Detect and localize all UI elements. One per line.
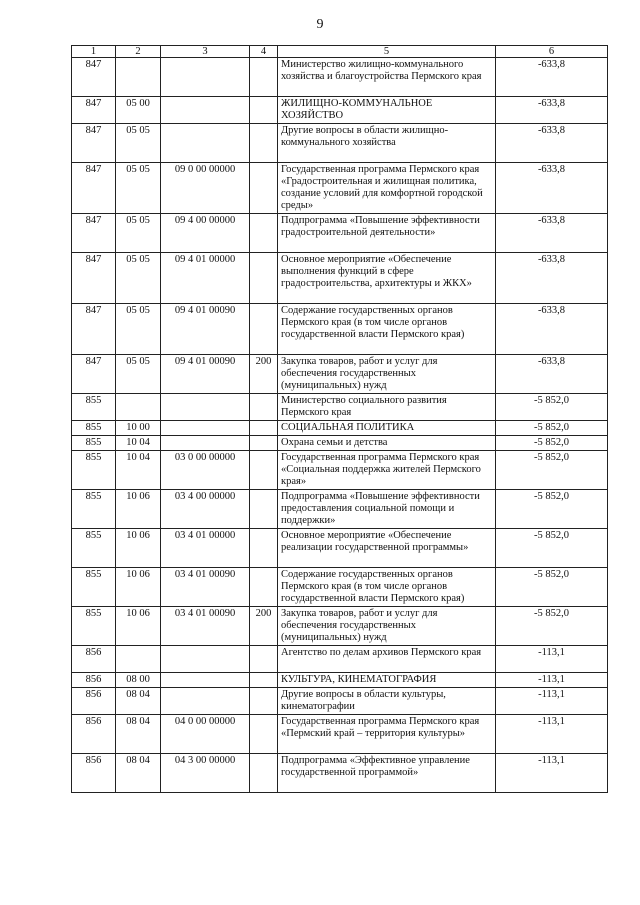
cell-expense — [250, 568, 278, 607]
column-header: 1 — [72, 46, 116, 58]
cell-target: 03 4 01 00000 — [161, 529, 250, 568]
cell-target — [161, 421, 250, 436]
cell-name: Министерство жилищно-коммунального хозяйства и благоустройства Пермского края — [278, 58, 496, 97]
cell-expense — [250, 436, 278, 451]
cell-target: 03 4 01 00090 — [161, 568, 250, 607]
cell-amount: -633,8 — [496, 97, 608, 124]
table-body — [72, 58, 608, 793]
cell-amount: -5 852,0 — [496, 436, 608, 451]
table-row — [72, 394, 608, 421]
cell-admin: 847 — [72, 214, 116, 253]
cell-expense — [250, 688, 278, 715]
cell-amount: -5 852,0 — [496, 394, 608, 421]
cell-expense — [250, 529, 278, 568]
budget-table — [71, 45, 608, 793]
cell-section — [116, 646, 161, 673]
cell-admin: 855 — [72, 607, 116, 646]
page-number: 9 — [316, 17, 324, 32]
column-header: 4 — [250, 46, 278, 58]
column-header: 3 — [161, 46, 250, 58]
cell-expense — [250, 646, 278, 673]
cell-target: 09 0 00 00000 — [161, 163, 250, 214]
cell-target: 09 4 01 00090 — [161, 304, 250, 355]
cell-amount: -633,8 — [496, 355, 608, 394]
cell-target — [161, 58, 250, 97]
cell-target — [161, 436, 250, 451]
cell-target: 09 4 00 00000 — [161, 214, 250, 253]
cell-target: 09 4 01 00000 — [161, 253, 250, 304]
table-row — [72, 355, 608, 394]
cell-section: 08 04 — [116, 754, 161, 793]
cell-amount: -633,8 — [496, 124, 608, 163]
table-row — [72, 58, 608, 97]
cell-expense — [250, 97, 278, 124]
table-row — [72, 436, 608, 451]
cell-name: Государственная программа Пермского края «Социальная поддержка жителей Пермского края» — [278, 451, 496, 490]
cell-admin: 855 — [72, 394, 116, 421]
cell-section: 08 00 — [116, 673, 161, 688]
table-row — [72, 97, 608, 124]
cell-admin: 856 — [72, 673, 116, 688]
header-row — [72, 46, 608, 58]
cell-amount: -633,8 — [496, 214, 608, 253]
cell-admin: 856 — [72, 715, 116, 754]
cell-amount: -5 852,0 — [496, 490, 608, 529]
cell-target — [161, 124, 250, 163]
cell-target: 03 4 00 00000 — [161, 490, 250, 529]
cell-expense — [250, 490, 278, 529]
cell-target: 04 0 00 00000 — [161, 715, 250, 754]
cell-amount: -113,1 — [496, 646, 608, 673]
cell-target — [161, 394, 250, 421]
cell-section: 05 05 — [116, 214, 161, 253]
cell-name: Подпрограмма «Повышение эффективности градостроительной деятельности» — [278, 214, 496, 253]
cell-admin: 847 — [72, 163, 116, 214]
cell-name: Содержание государственных органов Пермского края (в том числе органов государственной власти Пермского края) — [278, 304, 496, 355]
cell-amount: -113,1 — [496, 754, 608, 793]
cell-section: 08 04 — [116, 715, 161, 754]
table-row — [72, 163, 608, 214]
table-row — [72, 754, 608, 793]
cell-expense — [250, 673, 278, 688]
cell-section: 10 06 — [116, 607, 161, 646]
cell-admin: 856 — [72, 688, 116, 715]
table-row — [72, 124, 608, 163]
cell-admin: 856 — [72, 754, 116, 793]
table-row — [72, 607, 608, 646]
cell-name: Подпрограмма «Повышение эффективности предоставления социальной помощи и поддержки» — [278, 490, 496, 529]
cell-admin: 855 — [72, 529, 116, 568]
cell-expense — [250, 304, 278, 355]
cell-name: Другие вопросы в области культуры, кинематографии — [278, 688, 496, 715]
cell-expense: 200 — [250, 607, 278, 646]
cell-expense — [250, 163, 278, 214]
cell-admin: 847 — [72, 97, 116, 124]
cell-target — [161, 673, 250, 688]
cell-expense — [250, 451, 278, 490]
cell-section: 10 04 — [116, 451, 161, 490]
cell-section: 10 06 — [116, 490, 161, 529]
cell-admin: 847 — [72, 58, 116, 97]
cell-target — [161, 688, 250, 715]
cell-amount: -113,1 — [496, 688, 608, 715]
cell-name: Министерство социального развития Пермского края — [278, 394, 496, 421]
table-row — [72, 253, 608, 304]
table-row — [72, 568, 608, 607]
cell-name: ЖИЛИЩНО-КОММУНАЛЬНОЕ ХОЗЯЙСТВО — [278, 97, 496, 124]
cell-expense: 200 — [250, 355, 278, 394]
cell-amount: -113,1 — [496, 673, 608, 688]
cell-admin: 856 — [72, 646, 116, 673]
cell-section — [116, 394, 161, 421]
cell-amount: -5 852,0 — [496, 568, 608, 607]
cell-name: Охрана семьи и детства — [278, 436, 496, 451]
cell-amount: -5 852,0 — [496, 421, 608, 436]
cell-amount: -633,8 — [496, 58, 608, 97]
table-row — [72, 304, 608, 355]
cell-name: Агентство по делам архивов Пермского края — [278, 646, 496, 673]
cell-name: Основное мероприятие «Обеспечение реализации государственной программы» — [278, 529, 496, 568]
cell-section: 05 00 — [116, 97, 161, 124]
cell-section — [116, 58, 161, 97]
cell-expense — [250, 253, 278, 304]
cell-section: 10 06 — [116, 529, 161, 568]
cell-amount: -5 852,0 — [496, 607, 608, 646]
cell-name: КУЛЬТУРА, КИНЕМАТОГРАФИЯ — [278, 673, 496, 688]
table-row — [72, 673, 608, 688]
cell-target: 03 4 01 00090 — [161, 607, 250, 646]
cell-admin: 847 — [72, 355, 116, 394]
cell-expense — [250, 754, 278, 793]
cell-admin: 855 — [72, 490, 116, 529]
cell-section: 05 05 — [116, 163, 161, 214]
cell-section: 05 05 — [116, 253, 161, 304]
cell-amount: -113,1 — [496, 715, 608, 754]
cell-admin: 847 — [72, 253, 116, 304]
cell-expense — [250, 421, 278, 436]
cell-section: 10 00 — [116, 421, 161, 436]
cell-section: 10 06 — [116, 568, 161, 607]
cell-name: Закупка товаров, работ и услуг для обеспечения государственных (муниципальных) нужд — [278, 355, 496, 394]
cell-name: Подпрограмма «Эффективное управление государственной программой» — [278, 754, 496, 793]
table-header — [72, 46, 608, 58]
cell-expense — [250, 214, 278, 253]
cell-target: 04 3 00 00000 — [161, 754, 250, 793]
cell-section: 08 04 — [116, 688, 161, 715]
cell-admin: 855 — [72, 421, 116, 436]
cell-expense — [250, 715, 278, 754]
column-header: 5 — [278, 46, 496, 58]
cell-amount: -633,8 — [496, 163, 608, 214]
cell-section: 05 05 — [116, 124, 161, 163]
cell-admin: 847 — [72, 304, 116, 355]
cell-amount: -5 852,0 — [496, 451, 608, 490]
cell-name: Содержание государственных органов Пермского края (в том числе органов государственной власти Пермского края) — [278, 568, 496, 607]
table-row — [72, 451, 608, 490]
cell-expense — [250, 394, 278, 421]
cell-target: 03 0 00 00000 — [161, 451, 250, 490]
cell-name: Другие вопросы в области жилищно-коммунального хозяйства — [278, 124, 496, 163]
cell-name: Закупка товаров, работ и услуг для обеспечения государственных (муниципальных) нужд — [278, 607, 496, 646]
cell-admin: 855 — [72, 436, 116, 451]
column-header: 2 — [116, 46, 161, 58]
cell-name: Государственная программа Пермского края «Градостроительная и жилищная политика, создание условий для комфортной городской среды» — [278, 163, 496, 214]
table-row — [72, 529, 608, 568]
cell-section: 10 04 — [116, 436, 161, 451]
column-header: 6 — [496, 46, 608, 58]
table-row — [72, 421, 608, 436]
table-row — [72, 646, 608, 673]
cell-target: 09 4 01 00090 — [161, 355, 250, 394]
cell-section: 05 05 — [116, 355, 161, 394]
table-row — [72, 688, 608, 715]
cell-expense — [250, 58, 278, 97]
cell-target — [161, 646, 250, 673]
table-row — [72, 490, 608, 529]
cell-admin: 855 — [72, 451, 116, 490]
cell-name: Основное мероприятие «Обеспечение выполнения функций в сфере градостроительства, архитектуры и ЖКХ» — [278, 253, 496, 304]
cell-admin: 855 — [72, 568, 116, 607]
cell-name: Государственная программа Пермского края «Пермский край – территория культуры» — [278, 715, 496, 754]
cell-target — [161, 97, 250, 124]
cell-amount: -633,8 — [496, 253, 608, 304]
cell-amount: -5 852,0 — [496, 529, 608, 568]
cell-amount: -633,8 — [496, 304, 608, 355]
cell-admin: 847 — [72, 124, 116, 163]
cell-name: СОЦИАЛЬНАЯ ПОЛИТИКА — [278, 421, 496, 436]
table-row — [72, 214, 608, 253]
cell-expense — [250, 124, 278, 163]
cell-section: 05 05 — [116, 304, 161, 355]
table-row — [72, 715, 608, 754]
